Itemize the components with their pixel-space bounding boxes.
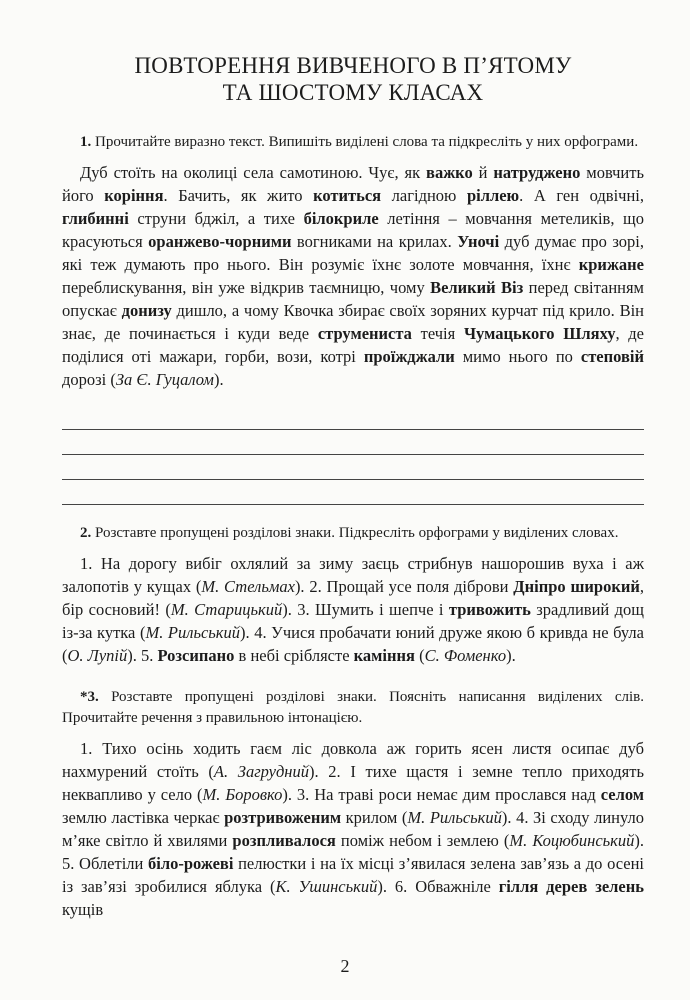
highlighted-word: Розсипано <box>157 646 235 665</box>
answer-line[interactable] <box>62 405 644 430</box>
highlighted-word: донизу <box>121 301 172 320</box>
text-run: 1. Тихо осінь ходить гаєм ліс довкола аж горить ясен листя осипає дуб нахмурений стоїть ( <box>62 739 644 781</box>
page-title-line-1: ПОВТОРЕННЯ ВИВЧЕНОГО В П’ЯТОМУ <box>134 53 572 78</box>
exercise-3-number: *3. <box>80 689 99 705</box>
author-citation: М. Рильський <box>407 808 502 827</box>
text-run: течія <box>411 324 464 343</box>
text-run: ). 5. Облетіли <box>62 831 644 873</box>
text-run: , де поділися оті мажари, горби, вози, котрі <box>62 324 645 366</box>
highlighted-word: проїжджали <box>363 347 455 366</box>
text-run: Дуб стоїть на околиці села самотиною. Чує, як <box>80 163 427 182</box>
text-run: дишло, а чому Квочка збирає своїх зоряних курчат під крило. Він знає, де починається і куди веде <box>62 301 644 343</box>
highlighted-word: важко <box>426 163 473 182</box>
highlighted-word: тривожить <box>448 600 531 619</box>
text-run: ). 5. <box>127 646 158 665</box>
exercise-2-text <box>62 552 644 667</box>
exercise-3-instruction <box>62 687 644 729</box>
highlighted-word: Великий Віз <box>430 278 524 297</box>
text-run: ). 3. Шумить і шепче і <box>282 600 449 619</box>
highlighted-word: білокриле <box>303 209 379 228</box>
highlighted-word: степовій <box>580 347 644 366</box>
author-citation: С. Фоменко <box>424 646 507 665</box>
exercise-3-text <box>62 737 644 921</box>
author-citation: М. Рильський <box>145 623 240 642</box>
author-citation: О. Лупій <box>67 646 128 665</box>
highlighted-word: каміння <box>353 646 415 665</box>
highlighted-word: котиться <box>313 186 382 205</box>
page-title <box>62 52 644 106</box>
text-run: ). 2. Прощай усе поля діброви <box>294 577 514 596</box>
exercise-3-instruction-text: Розставте пропущені розділові знаки. Поясніть написання виділених слів. Прочитайте речення з правильною інтонацією. <box>62 689 644 726</box>
highlighted-word: розпливалося <box>232 831 336 850</box>
answer-line[interactable] <box>62 430 644 455</box>
highlighted-word: Дніпро широкий <box>513 577 640 596</box>
author-citation: К. Ушинський <box>275 877 378 896</box>
answer-lines[interactable] <box>62 405 644 505</box>
text-run: 1. На дорогу вибіг охлялий за зиму заєць стрибнув нашорошив вуха і аж залопотів у кущах ( <box>62 554 644 596</box>
text-run: ). 6. Обважніле <box>377 877 499 896</box>
author-citation: М. Коцюбинський <box>509 831 635 850</box>
text-run: ). 4. Учися пробачати юний друже якою б кривда не була ( <box>62 623 644 665</box>
exercise-1-instruction-text: Прочитайте виразно текст. Випишіть виділені слова та підкресліть у них орфограми. <box>95 134 639 150</box>
text-run: ( <box>414 646 425 665</box>
exercise-1-text <box>62 161 644 391</box>
text-run: перед світанням опускає <box>62 278 645 320</box>
text-run: . А ген одвічні, <box>519 186 644 205</box>
author-citation: М. Старицький <box>170 600 283 619</box>
text-run: струни бджіл, а тихе <box>128 209 304 228</box>
highlighted-word: крижане <box>578 255 644 274</box>
highlighted-word: оранжево-чорними <box>148 232 292 251</box>
answer-line[interactable] <box>62 455 644 480</box>
page-number: 2 <box>340 956 350 976</box>
text-run: в небі сріблясте <box>234 646 354 665</box>
text-run: поміж небом і землею ( <box>335 831 510 850</box>
highlighted-word: розтривоженим <box>224 808 342 827</box>
text-run: , бір сосновий! ( <box>62 577 644 619</box>
exercise-2-instruction <box>62 523 644 544</box>
text-run: й <box>472 163 494 182</box>
text-run: землю ластівка черкає <box>62 808 225 827</box>
text-run: дуб думає про зорі, які теж думають про нього. Він розуміє їхнє золоте мовчання, їхнє <box>62 232 644 274</box>
text-run: ). <box>506 646 516 665</box>
author-citation: М. Стельмах <box>201 577 295 596</box>
author-citation: А. Загрудний <box>213 762 309 781</box>
highlighted-word: біло-рожеві <box>148 854 234 873</box>
highlighted-word: ріллею <box>466 186 520 205</box>
highlighted-word: струмениста <box>317 324 412 343</box>
exercise-2-instruction-text: Розставте пропущені розділові знаки. Підкресліть орфограми у виділених словах. <box>95 525 619 541</box>
text-run: мовчить його <box>62 163 644 205</box>
highlighted-word: гілля дерев зелень <box>498 877 644 896</box>
highlighted-word: натруджено <box>493 163 581 182</box>
highlighted-word: глибинні <box>62 209 129 228</box>
author-citation: М. Боровко <box>202 785 283 804</box>
text-run: лагідною <box>381 186 467 205</box>
text-run: переблискування, він уже відкрив таємницю, чому <box>62 278 431 297</box>
text-run: ). 4. Зі сходу линуло м’яке світло й хвилями <box>62 808 644 850</box>
text-run: . Бачить, як жито <box>163 186 314 205</box>
exercise-1-instruction <box>62 132 644 153</box>
text-run: пелюстки і на їх місці з’явилася зелена зав’язь а до осені із зав’язі зробилися яблука ( <box>62 854 644 896</box>
text-run: ). <box>213 370 224 389</box>
text-run: ). 3. На траві роси немає дим прослався над <box>282 785 601 804</box>
page-title-line-2: ТА ШОСТОМУ КЛАСАХ <box>222 80 484 105</box>
text-run: крилом ( <box>341 808 408 827</box>
highlighted-word: селом <box>600 785 644 804</box>
author-citation: За Є. Гуцалом <box>115 370 214 389</box>
text-run: дорозі ( <box>62 370 116 389</box>
text-run: зрадливий дощ із-за кутка ( <box>62 600 645 642</box>
text-run: кущів <box>62 900 104 919</box>
text-run: мимо нього по <box>454 347 581 366</box>
exercise-2-number: 2. <box>80 525 92 541</box>
text-run: летіння – мовчання метеликів, що красуються <box>62 209 644 251</box>
highlighted-word: коріння <box>104 186 164 205</box>
text-run: ). 2. І тихе щастя і земне тепло приходять неквапливо у село ( <box>62 762 644 804</box>
exercise-1-number: 1. <box>80 134 92 150</box>
highlighted-word: Уночі <box>457 232 500 251</box>
text-run: вогниками на крилах. <box>291 232 458 251</box>
highlighted-word: Чумацького Шляху <box>463 324 616 343</box>
answer-line[interactable] <box>62 480 644 505</box>
